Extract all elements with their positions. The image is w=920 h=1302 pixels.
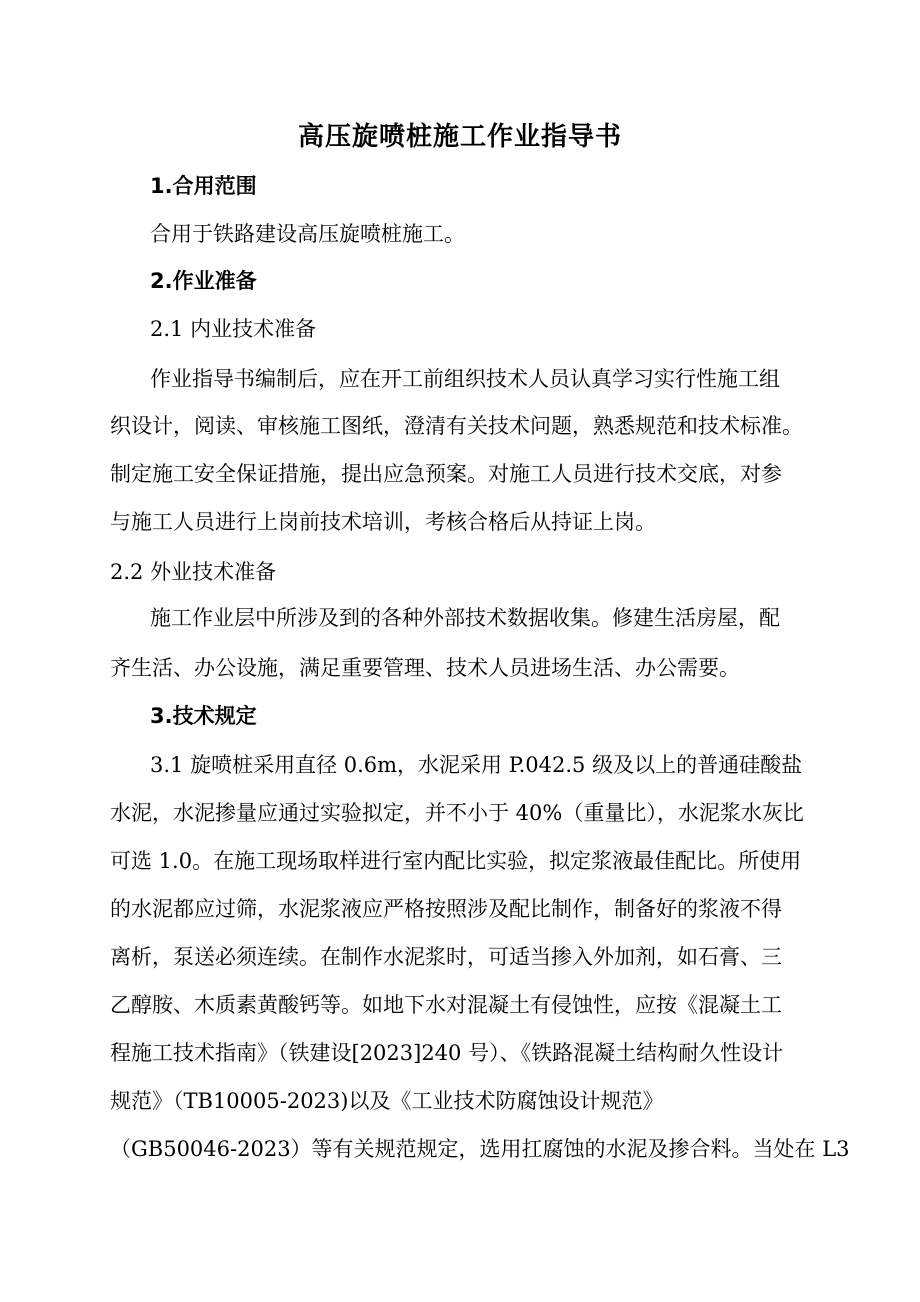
paragraph-line: 与施工人员进行上岗前技术培训，考核合格后从持证上岗。: [110, 510, 656, 534]
section-heading-3: 3.技术规定: [150, 704, 257, 728]
paragraph-line: 的水泥都应过筛，水泥浆液应严格按照涉及配比制作，制备好的浆液不得: [110, 897, 782, 921]
paragraph-line: 3.1 旋喷桩采用直径 0.6m，水泥采用 P.042.5 级及以上的普通硅酸盐: [150, 753, 803, 777]
section-heading-2: 2.作业准备: [150, 269, 257, 293]
paragraph-line: 合用于铁路建设高压旋喷桩施工。: [150, 222, 465, 246]
paragraph-line: 规范》（TB10005-2023)以及《工业技术防腐蚀设计规范》: [110, 1089, 664, 1113]
paragraph-line: 制定施工安全保证措施，提出应急预案。对施工人员进行技术交底，对参: [110, 462, 782, 486]
paragraph-line: 齐生活、办公设施，满足重要管理、技术人员进场生活、办公需要。: [110, 656, 740, 680]
paragraph-line: 作业指导书编制后，应在开工前组织技术人员认真学习实行性施工组: [150, 367, 780, 391]
paragraph-line: 水泥，水泥掺量应通过实验拟定，并不小于 40%（重量比），水泥浆水灰比: [110, 801, 804, 825]
paragraph-line: 织设计，阅读、审核施工图纸，澄清有关技术问题，熟悉规范和技术标准。: [110, 414, 803, 438]
paragraph-line: 离析，泵送必须连续。在制作水泥浆时，可适当掺入外加剂，如石膏、三: [110, 945, 782, 969]
document-title: 高压旋喷桩施工作业指导书: [297, 122, 622, 152]
paragraph-line: 程施工技术指南》（铁建设[2023]240 号）、《铁路混凝土结构耐久性设计: [110, 1041, 784, 1065]
paragraph-line: 可选 1.0。在施工现场取样进行室内配比实验，拟定浆液最佳配比。所使用: [110, 849, 802, 873]
subsection-heading-2-1: 2.1 内业技术准备: [150, 317, 317, 341]
subsection-heading-2-2: 2.2 外业技术准备: [110, 560, 277, 584]
paragraph-line: 施工作业层中所涉及到的各种外部技术数据收集。修建生活房屋，配: [150, 606, 780, 630]
paragraph-line: 乙醇胺、木质素黄酸钙等。如地下水对混凝土有侵蚀性，应按《混凝土工: [110, 993, 782, 1017]
section-heading-1: 1.合用范围: [150, 174, 257, 198]
paragraph-line: （GB50046-2023）等有关规范规定，选用扛腐蚀的水泥及掺合料。当处在 L3: [110, 1137, 850, 1161]
